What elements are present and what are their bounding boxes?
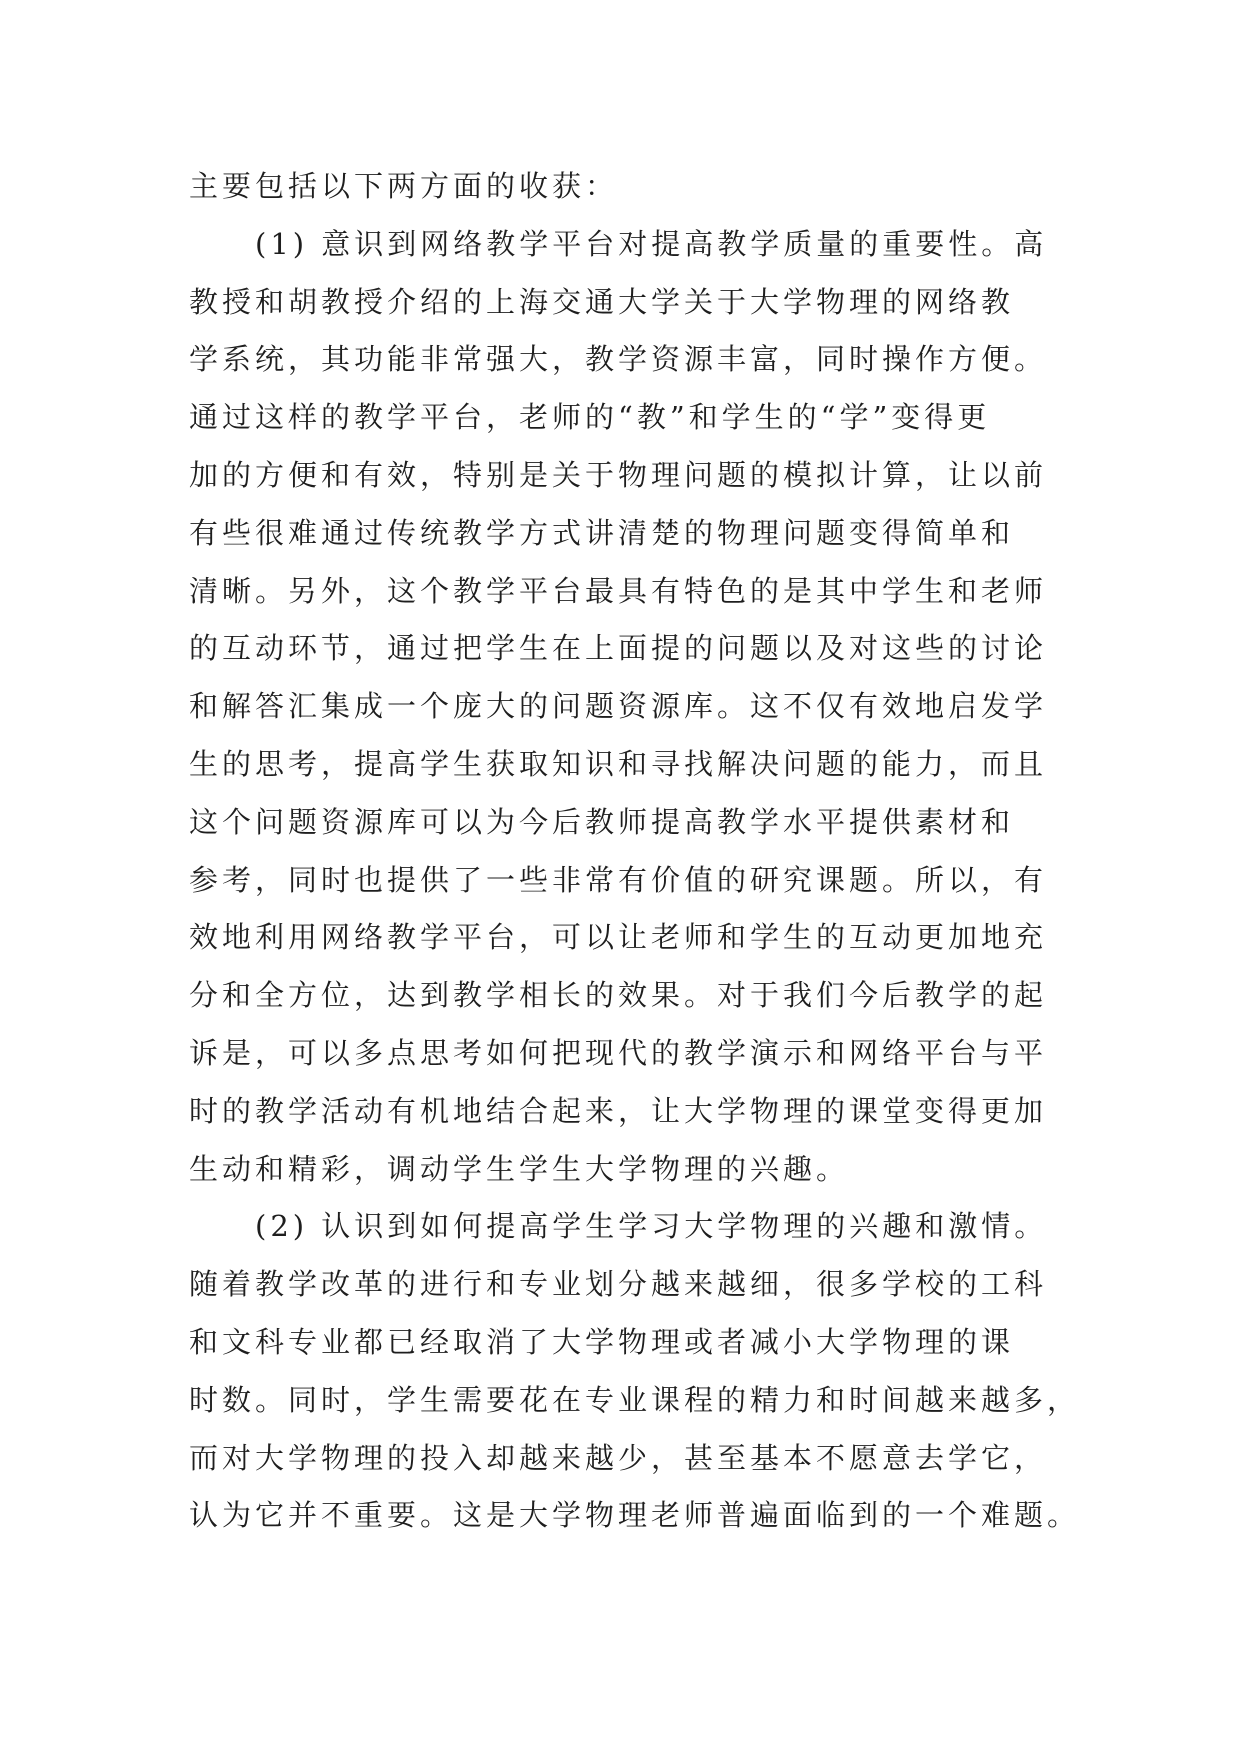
text-line: 时数。同时，学生需要花在专业课程的精力和时间越来越多， xyxy=(189,1382,1081,1417)
text-line: 生的思考，提高学生获取知识和寻找解决问题的能力，而且 xyxy=(189,746,1048,781)
text-line: 教授和胡教授介绍的上海交通大学关于大学物理的网络教 xyxy=(189,284,1015,319)
text-line: 学系统，其功能非常强大，教学资源丰富，同时操作方便。 xyxy=(189,342,1048,377)
text-line: 通过这样的教学平台，老师的“教”和学生的“学”变得更 xyxy=(189,400,991,435)
text-line: 认为它并不重要。这是大学物理老师普遍面临到的一个难题。 xyxy=(189,1498,1081,1533)
text-line: 加的方便和有效，特别是关于物理问题的模拟计算，让以前 xyxy=(189,457,1048,492)
text-line: 而对大学物理的投入却越来越少，甚至基本不愿意去学它， xyxy=(189,1440,1048,1475)
body-text xyxy=(189,158,1081,1545)
text-line: 随着教学改革的进行和专业划分越来越细，很多学校的工科 xyxy=(189,1267,1048,1302)
text-line: 效地利用网络教学平台，可以让老师和学生的互动更加地充 xyxy=(189,920,1048,955)
text-line: 分和全方位，达到教学相长的效果。对于我们今后教学的起 xyxy=(189,978,1048,1013)
text-line: 清晰。另外，这个教学平台最具有特色的是其中学生和老师 xyxy=(189,573,1048,608)
text-line: 参考，同时也提供了一些非常有价值的研究课题。所以，有 xyxy=(189,862,1048,897)
text-line: 诉是，可以多点思考如何把现代的教学演示和网络平台与平 xyxy=(189,1035,1048,1070)
text-line-paragraph-start: (2) 认识到如何提高学生学习大学物理的兴趣和激情。 xyxy=(255,1209,1048,1244)
text-line: 生动和精彩，调动学生学生大学物理的兴趣。 xyxy=(189,1151,850,1186)
text-line: 这个问题资源库可以为今后教师提高教学水平提供素材和 xyxy=(189,804,1015,839)
text-line: 主要包括以下两方面的收获： xyxy=(189,169,619,203)
text-line: 时的教学活动有机地结合起来，让大学物理的课堂变得更加 xyxy=(189,1093,1048,1128)
text-line: 的互动环节，通过把学生在上面提的问题以及对这些的讨论 xyxy=(189,631,1048,666)
text-line: 和文科专业都已经取消了大学物理或者减小大学物理的课 xyxy=(189,1324,1015,1359)
text-line-paragraph-start: (1) 意识到网络教学平台对提高教学质量的重要性。高 xyxy=(255,226,1048,261)
text-line: 和解答汇集成一个庞大的问题资源库。这不仅有效地启发学 xyxy=(189,689,1048,724)
text-line: 有些很难通过传统教学方式讲清楚的物理问题变得简单和 xyxy=(189,515,1015,550)
